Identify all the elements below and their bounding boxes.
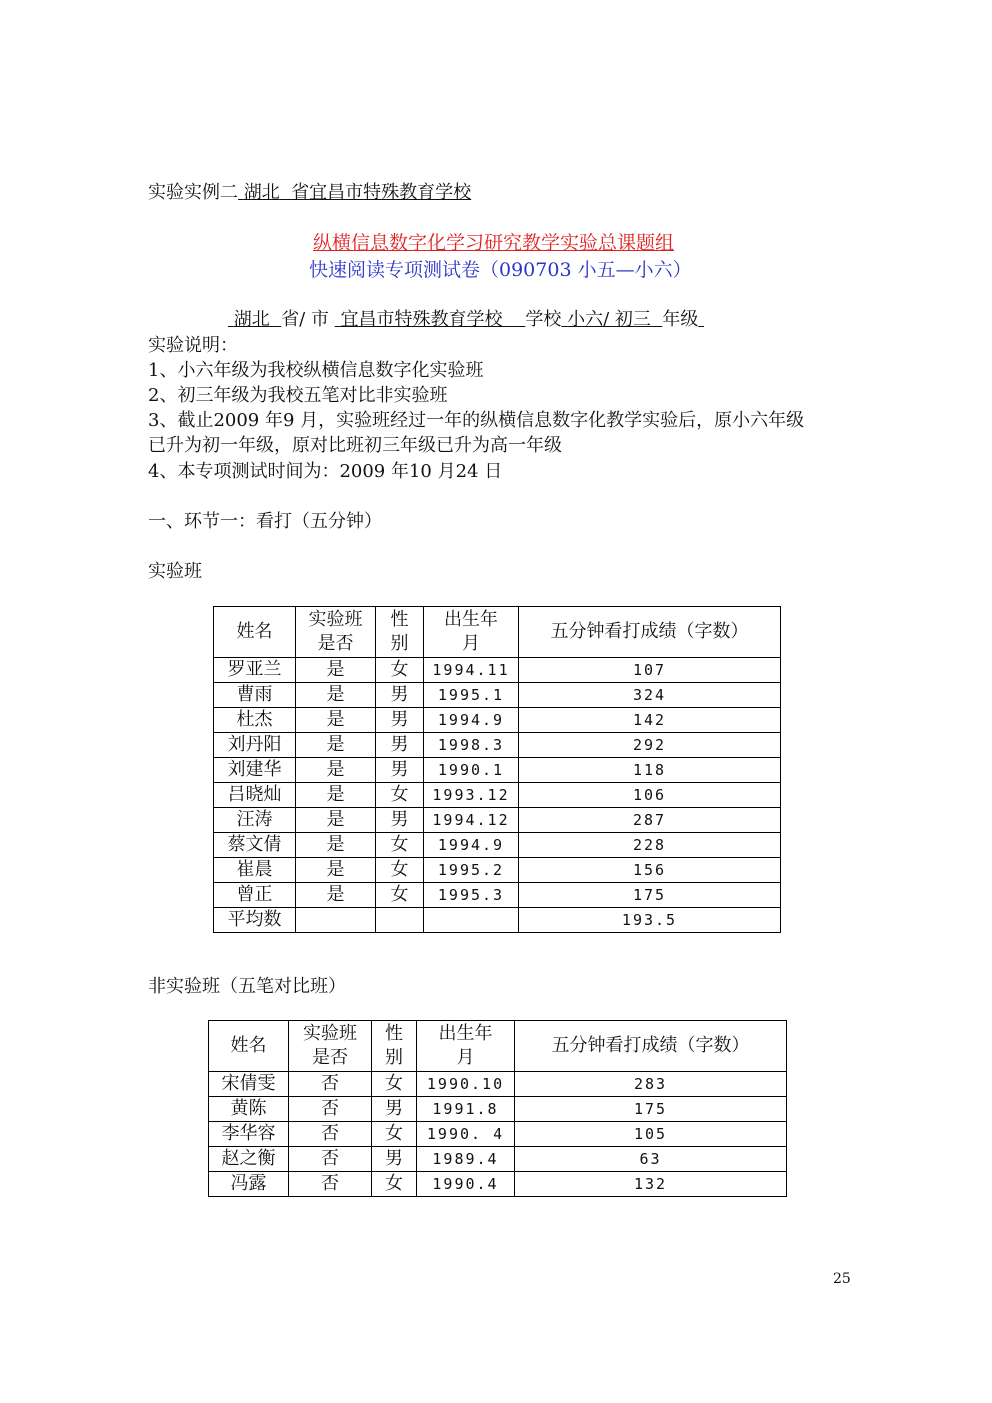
cell-score: 175	[519, 883, 781, 908]
cell-gender: 女	[372, 1172, 417, 1197]
note-item-4: 4、本专项测试时间为：2009 年10 月24 日	[148, 461, 503, 482]
cell-name: 刘建华	[214, 758, 296, 783]
note-item-3-cont: 已升为初一年级，原对比班初三年级已升为高一年级	[148, 435, 562, 456]
section-title: 一、环节一：看打（五分钟）	[148, 511, 382, 532]
table-row	[214, 808, 781, 833]
cell-score: 283	[515, 1072, 787, 1097]
cell-score: 63	[515, 1147, 787, 1172]
cell-birth: 1990.4	[417, 1172, 515, 1197]
table-row	[209, 1172, 787, 1197]
note-item-2: 2、初三年级为我校五笔对比非实验班	[148, 385, 448, 406]
empty-cell	[424, 908, 519, 933]
cell-name: 冯露	[209, 1172, 289, 1197]
cell-name: 宋倩雯	[209, 1072, 289, 1097]
average-row	[214, 908, 781, 933]
cell-score: 105	[515, 1122, 787, 1147]
notes-label: 实验说明：	[148, 335, 238, 356]
cell-birth: 1995.2	[424, 858, 519, 883]
cell-experiment: 否	[289, 1072, 372, 1097]
cell-score: 228	[519, 833, 781, 858]
cell-score: 175	[515, 1097, 787, 1122]
heading-school: 省宜昌市特殊教育学校	[291, 182, 472, 203]
table-row	[214, 858, 781, 883]
cell-birth: 1991.8	[417, 1097, 515, 1122]
page-number: 25	[833, 1271, 851, 1287]
school-line	[228, 305, 704, 331]
cell-gender: 女	[376, 833, 424, 858]
control-class-table	[208, 1020, 787, 1197]
school-label: 学校	[525, 309, 562, 330]
cell-name: 吕晓灿	[214, 783, 296, 808]
cell-gender: 男	[376, 683, 424, 708]
cell-name: 赵之衡	[209, 1147, 289, 1172]
table-row	[214, 883, 781, 908]
cell-score: 132	[515, 1172, 787, 1197]
table-header-row	[209, 1021, 787, 1072]
empty-cell	[376, 908, 424, 933]
header-score: 五分钟看打成绩（字数）	[515, 1021, 787, 1072]
cell-birth: 1990.1	[424, 758, 519, 783]
cell-score: 142	[519, 708, 781, 733]
average-value: 193.5	[519, 908, 781, 933]
cell-experiment: 否	[289, 1172, 372, 1197]
cell-experiment: 是	[296, 758, 376, 783]
header-name: 姓名	[209, 1021, 289, 1072]
cell-gender: 男	[376, 758, 424, 783]
heading-prefix: 实验实例二	[148, 182, 238, 203]
cell-name: 李华容	[209, 1122, 289, 1147]
header-name: 姓名	[214, 607, 296, 658]
cell-name: 蔡文倩	[214, 833, 296, 858]
cell-gender: 女	[376, 783, 424, 808]
cell-experiment: 是	[296, 708, 376, 733]
cell-score: 287	[519, 808, 781, 833]
cell-name: 刘丹阳	[214, 733, 296, 758]
table-row	[214, 708, 781, 733]
province-label: 省/ 市	[281, 309, 329, 330]
note-item-1: 1、小六年级为我校纵横信息数字化实验班	[148, 360, 484, 381]
cell-gender: 男	[376, 733, 424, 758]
cell-gender: 女	[376, 658, 424, 683]
header-birth: 出生年 月	[424, 607, 519, 658]
cell-birth: 1990. 4	[417, 1122, 515, 1147]
table-row	[209, 1147, 787, 1172]
average-label: 平均数	[214, 908, 296, 933]
cell-birth: 1994.11	[424, 658, 519, 683]
cell-name: 曾正	[214, 883, 296, 908]
table-row	[214, 758, 781, 783]
cell-score: 118	[519, 758, 781, 783]
cell-experiment: 是	[296, 783, 376, 808]
cell-experiment: 是	[296, 808, 376, 833]
cell-name: 汪涛	[214, 808, 296, 833]
cell-birth: 1994.9	[424, 833, 519, 858]
cell-name: 崔晨	[214, 858, 296, 883]
empty-cell	[296, 908, 376, 933]
cell-gender: 女	[376, 883, 424, 908]
experiment-heading	[148, 178, 471, 204]
cell-experiment: 否	[289, 1097, 372, 1122]
header-gender: 性 别	[376, 607, 424, 658]
table2-label: 非实验班（五笔对比班）	[148, 976, 346, 997]
header-gender: 性 别	[372, 1021, 417, 1072]
table-row	[214, 733, 781, 758]
table-row	[214, 658, 781, 683]
table-row	[214, 783, 781, 808]
test-title: 快速阅读专项测试卷（090703 小五—小六）	[309, 259, 692, 281]
cell-score: 156	[519, 858, 781, 883]
header-birth: 出生年 月	[417, 1021, 515, 1072]
cell-score: 324	[519, 683, 781, 708]
cell-experiment: 是	[296, 883, 376, 908]
cell-birth: 1995.3	[424, 883, 519, 908]
cell-birth: 1993.12	[424, 783, 519, 808]
cell-birth: 1994.9	[424, 708, 519, 733]
table-row	[209, 1072, 787, 1097]
note-item-3: 3、截止2009 年9 月，实验班经过一年的纵横信息数字化教学实验后，原小六年级	[148, 410, 805, 431]
cell-gender: 女	[372, 1122, 417, 1147]
table1-label: 实验班	[148, 561, 202, 582]
cell-experiment: 是	[296, 858, 376, 883]
cell-gender: 男	[376, 808, 424, 833]
cell-gender: 男	[376, 708, 424, 733]
cell-score: 106	[519, 783, 781, 808]
header-experiment: 实验班 是否	[296, 607, 376, 658]
header-score: 五分钟看打成绩（字数）	[519, 607, 781, 658]
school-fill: 宜昌市特殊教育学校	[340, 309, 503, 330]
cell-name: 曹雨	[214, 683, 296, 708]
cell-name: 杜杰	[214, 708, 296, 733]
cell-score: 107	[519, 658, 781, 683]
table-row	[209, 1097, 787, 1122]
table-header-row	[214, 607, 781, 658]
cell-experiment: 是	[296, 733, 376, 758]
cell-gender: 女	[372, 1072, 417, 1097]
cell-name: 黄陈	[209, 1097, 289, 1122]
cell-experiment: 否	[289, 1122, 372, 1147]
cell-birth: 1998.3	[424, 733, 519, 758]
cell-gender: 男	[372, 1097, 417, 1122]
cell-experiment: 是	[296, 658, 376, 683]
cell-birth: 1995.1	[424, 683, 519, 708]
cell-experiment: 是	[296, 683, 376, 708]
cell-birth: 1989.4	[417, 1147, 515, 1172]
cell-birth: 1990.10	[417, 1072, 515, 1097]
grade-label: 年级	[662, 309, 699, 330]
heading-province: 湖北	[243, 182, 280, 203]
table-row	[214, 683, 781, 708]
cell-name: 罗亚兰	[214, 658, 296, 683]
header-experiment: 实验班 是否	[289, 1021, 372, 1072]
province-fill: 湖北	[233, 309, 270, 330]
cell-gender: 男	[372, 1147, 417, 1172]
table-row	[214, 833, 781, 858]
project-title: 纵横信息数字化学习研究教学实验总课题组	[313, 232, 675, 254]
cell-birth: 1994.12	[424, 808, 519, 833]
experiment-class-table	[213, 606, 781, 933]
table-row	[209, 1122, 787, 1147]
cell-score: 292	[519, 733, 781, 758]
cell-gender: 女	[376, 858, 424, 883]
cell-experiment: 是	[296, 833, 376, 858]
grade-fill: 小六/ 初三	[567, 309, 651, 330]
cell-experiment: 否	[289, 1147, 372, 1172]
